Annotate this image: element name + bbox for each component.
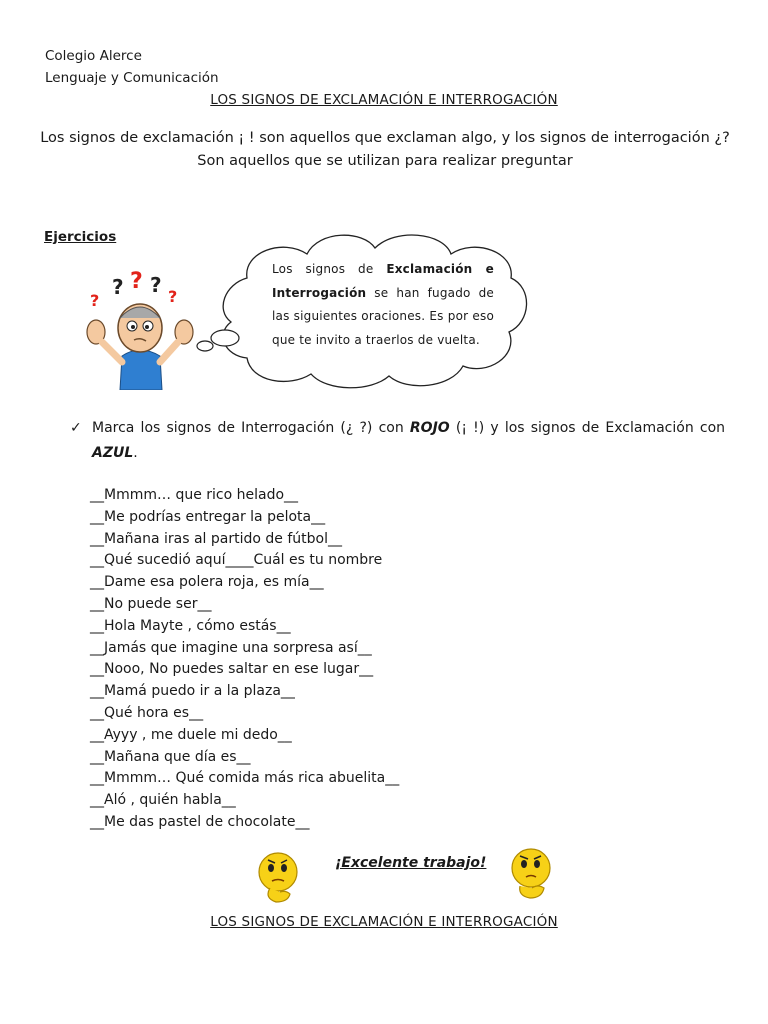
confused-boy-icon — [82, 266, 200, 390]
sentence-item: __Mañana que día es__ — [90, 748, 251, 765]
sentence-item: __Mamá puedo ir a la plaza__ — [90, 683, 295, 700]
page-title: LOS SIGNOS DE EXCLAMACIÓN E INTERROGACIÓN — [210, 92, 558, 108]
subject-name: Lenguaje y Comunicación — [45, 70, 219, 86]
sentence-item: __Me podrías entregar la pelota__ — [90, 508, 326, 525]
sentence-item: __No puede ser__ — [90, 595, 212, 612]
svg-text:?: ? — [130, 269, 143, 294]
instruction: ✓ Marca los signos de Interrogación (¿ ?) con ROJO (¡ !) y los signos de Exclamación con AZUL. — [70, 416, 725, 466]
exercises-heading: Ejercicios — [44, 229, 117, 245]
svg-text:?: ? — [150, 273, 162, 297]
sentence-item: __Mmmm… Qué comida más rica abuelita__ — [90, 770, 400, 787]
sentence-item: __Ayyy , me duele mi dedo__ — [90, 726, 292, 743]
svg-text:?: ? — [112, 275, 124, 299]
sentence-item: __Mmmm… que rico helado__ — [90, 487, 299, 503]
sentence-item: __Nooo, No puedes saltar en ese lugar__ — [90, 661, 374, 678]
svg-text:?: ? — [168, 287, 178, 306]
school-name: Colegio Alerce — [45, 48, 142, 64]
sentence-item: __Aló , quién habla__ — [90, 792, 236, 809]
sentence-item: __Qué sucedió aquí____Cuál es tu nombre — [90, 552, 383, 569]
sentence-item: __Me das pastel de chocolate__ — [90, 813, 310, 830]
sentence-item: __Mañana iras al partido de fútbol__ — [90, 530, 342, 547]
blue-word: AZUL — [92, 445, 134, 461]
thinking-smiley-icon — [256, 850, 302, 904]
thinking-smiley-icon — [508, 846, 554, 900]
question-marks — [90, 269, 177, 310]
sentence-list — [90, 485, 399, 834]
sentence-item: __Jamás que imagine una sorpresa así__ — [90, 639, 372, 656]
intro-paragraph: Los signos de exclamación ¡ ! son aquellos que exclaman algo, y los signos de interrogación ¿? Son aquellos que se utilizan para realizar preguntar — [40, 130, 730, 169]
check-mark-icon: ✓ — [70, 420, 82, 436]
cloud-bold-phrase: Exclamación e Interrogación — [272, 262, 494, 300]
praise-text: ¡Excelente trabajo! — [335, 855, 487, 871]
svg-text:?: ? — [90, 291, 100, 310]
sentence-item: __Dame esa polera roja, es mía__ — [90, 574, 324, 591]
sentence-item: __Qué hora es__ — [90, 704, 204, 721]
footer-title: LOS SIGNOS DE EXCLAMACIÓN E INTERROGACIÓN — [210, 914, 558, 930]
sentence-item: __Hola Mayte , cómo estás__ — [90, 617, 291, 634]
cloud-message: Los signos de Exclamación e Interrogación se han fugado de las siguientes oraciones. Es por eso que te invito a traerlos de vuelta. — [272, 262, 494, 347]
red-word: ROJO — [409, 420, 450, 436]
